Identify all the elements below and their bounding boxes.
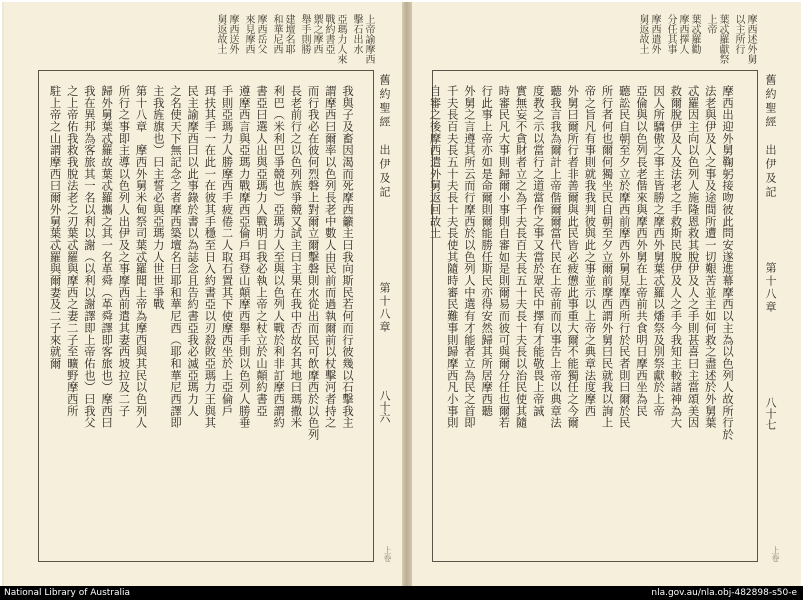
text-line: 所行之事即主導以色列人出伊及之事摩西前遣其妻西坡拉及二子: [117, 85, 131, 417]
text-line: 外舅曰爾所行者非善爾與此民皆必疲憊此事重大爾不能獨任之今爾: [566, 85, 580, 429]
text-line: 聽我言我為爾計上帝偕爾爾當代民在上帝前而以事告上帝以典章法: [548, 85, 562, 429]
text-line: 千夫長百夫長五十夫長十夫長使其隨時審民難事則歸摩西凡小事則: [445, 85, 459, 429]
left-header-notes: [44, 14, 374, 68]
text-line: 時審民凡大事則歸爾小事則自審如是則爾易而彼可與爾分任也爾若: [497, 85, 511, 429]
volume-footer: 上卷: [383, 546, 392, 562]
right-header-notes: [438, 14, 756, 68]
scanned-book-spread: [2, 2, 801, 586]
text-line: 謂摩西曰爾率以色列長老中數人由民前而過執爾前以杖擊河者持之: [323, 85, 337, 429]
header-note: 葉忒羅勸 摩西擇人 分任其事: [665, 14, 700, 54]
text-line: 聽訟民自朝至夕立於摩西前摩西外舅見摩西所行於民者則曰爾於民: [617, 85, 631, 429]
text-line: 遵摩西言與亞瑪力戰摩西亞倫戶珥登山顛摩西舉手則以色列人勝垂: [237, 85, 251, 429]
text-line: 書亞曰選人出與亞瑪力人戰明日我必執上帝之杖立於山顛約書亞: [254, 85, 268, 417]
text-line: 之名使天下無記念之者摩西築壇名曰耶和華尼西（耶和華尼西譯即: [168, 85, 182, 429]
body-text: [428, 85, 736, 551]
text-line: 民主諭摩西曰以此事錄於書以為誌念且告約書亞我必滅亞瑪力人: [186, 85, 200, 417]
text-line: 法老與伊及人之事及途間所遭一切艱苦並主如何救之盡述於外舅葉: [703, 85, 717, 429]
text-line: 我與子及畜因渴而死摩西籲主曰我向斯民若何而行彼幾以石擊我主: [341, 85, 354, 429]
text-line: 因人所驕傲之事主皆勝之摩西外舅葉忒羅以燔祭及別祭獻於上帝: [652, 85, 666, 417]
text-line: 之上帝佑我救我脫法老之刃葉忒羅與摩西之妻二子至曠野摩西所: [65, 85, 79, 417]
text-line: 手則亞瑪力人勝摩西手疲倦二人取石置其下使摩西坐於上亞倫戶: [220, 85, 234, 417]
header-note: 摩西述外舅 以主所行: [733, 14, 756, 64]
text-line: 亞倫與以色列長老偕來與摩西外舅在上帝前共食明日摩西坐為民: [634, 85, 648, 417]
header-note: 建壇名耶 和華尼西: [271, 14, 294, 54]
text-line: 歸外舅葉忒羅故葉忒羅攜之其一名革舜（革舜譯即客旅也）摩西曰: [100, 85, 114, 429]
text-line: 我在異邦為客旅其一名以利以謝（以利以謝譯即上帝佑也）曰我父: [82, 85, 96, 429]
text-line: 摩西出迎外舅鞠躬接吻彼此問安遂進幕摩西以主為以色列人故所行於: [721, 85, 734, 441]
text-line: 忒羅因主向以色列人施隆恩救其脫伊及人之手則甚喜曰主當頌美因: [686, 85, 700, 429]
text-line: 珥扶其手一在此一在彼其手穩至日入約書亞以刃殺敗亞瑪力王與其: [203, 85, 217, 429]
text-line: 利巴（米利巴爭競也）亞瑪力人至與以色列人戰於利非訂摩西謂約: [272, 85, 286, 429]
header-note: 葉忒羅獻祭 上帝: [705, 14, 728, 64]
right-page: [412, 2, 801, 586]
text-line: 實無妄不貪財者立之為千夫長百夫長五十夫長十夫長以治民使其隨: [514, 85, 528, 429]
chapter-heading: 第十八章: [764, 262, 777, 314]
credit-bar: [0, 586, 803, 600]
header-note: 摩西遣外 舅返故土: [637, 14, 660, 54]
text-line: 駐上帝之山謂摩西曰爾外舅葉忒羅與爾妻及二子來就爾: [48, 85, 62, 370]
text-line: 所行者何也爾何獨坐民自朝至夕立爾前摩西謂外舅曰民就我以詢上: [600, 85, 614, 429]
header-note: 亞瑪力人來 戰約書亞 禦之摩西 舉手則勝: [299, 14, 346, 64]
object-id: nla.gov.au/nla.obj-482898-s50-e: [651, 588, 797, 598]
text-line: 度教之示以當行之道當作之事又當於眾民中擇有才能敬畏上帝誠: [531, 85, 545, 417]
text-line: 帝之旨凡有事則就我我判彼與此之事並示以上帝之典章法度摩西: [583, 85, 597, 417]
text-line: 外舅之言遵其所云而行摩西於以色列人中選有才能者立為民之首即: [462, 85, 476, 429]
header-note: 摩西送外 舅返故土: [215, 14, 238, 54]
book-gutter: [402, 2, 412, 586]
text-line: 長老前行之以色列族爭競又試主曰主果在我中否故名其地曰瑪撒米: [289, 85, 303, 429]
running-title: 舊約聖經 出伊及記: [764, 74, 777, 200]
body-text: [48, 85, 356, 551]
text-line: 救爾脫伊及人及法老之手救斯民脫伊及人之手今我知主較諸神為大: [669, 85, 683, 429]
page-number: 八十六: [378, 390, 391, 423]
header-note: 上帝諭摩西 擊石出水: [351, 14, 374, 64]
text-line: 第十八章 摩西外舅米甸祭司葉忒羅聞上帝為摩西與其民以色列人: [134, 85, 148, 429]
text-line: 自審之後摩西遣外舅返回故土: [428, 85, 442, 240]
volume-footer: 上卷: [771, 546, 780, 562]
page-number: 八十七: [764, 397, 777, 430]
text-line: 行此事上帝亦如是命爾則爾能勝任斯民亦得安然歸其所居摩西聽: [480, 85, 494, 417]
header-note: 摩西岳父 來見摩西: [243, 14, 266, 54]
text-line: 主我旌旗也）曰主誓必與亞瑪力人世世爭戰: [151, 85, 165, 311]
running-title: 舊約聖經 出伊及記: [378, 74, 391, 200]
chapter-heading: 第十八章: [378, 282, 391, 334]
library-credit: National Library of Australia: [4, 588, 131, 598]
text-line: 而行我必在彼何烈磐上對爾立爾擊磐則水從出而民可飲摩西於以色列: [306, 85, 320, 441]
left-page: [4, 2, 402, 586]
